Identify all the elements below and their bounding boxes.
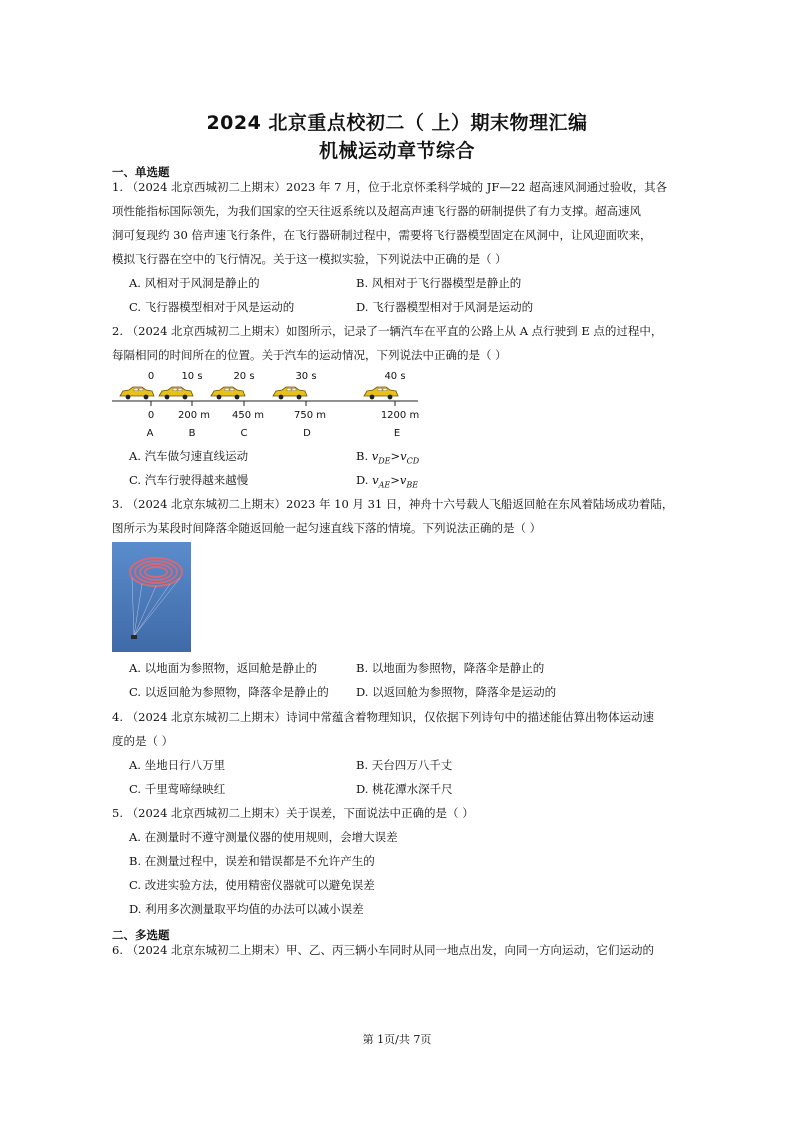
q3-option-c: C. 以返回舱为参照物，降落伞是静止的 xyxy=(129,685,329,699)
distance-label-2: 450 m xyxy=(231,410,265,421)
car-motion-diagram xyxy=(110,368,430,440)
q5-option-c: C. 改进实验方法，使用精密仪器就可以避免误差 xyxy=(129,878,375,892)
car-icon-c xyxy=(211,387,245,399)
q1-line-4: 模拟飞行器在空中的飞行情况。关于这一模拟实验，下列说法中正确的是（ ） xyxy=(112,252,507,266)
q1-option-b: B. 风相对于飞行器模型是静止的 xyxy=(356,276,522,290)
q4-option-b: B. 天台四万八千丈 xyxy=(356,758,453,772)
q2-line-1: 2. （2024 北京西城初二上期末）如图所示，记录了一辆汽车在平直的公路上从 A 点行驶到 E 点的过程中， xyxy=(112,324,663,338)
document-title-line1: 2024 北京重点校初二（ 上）期末物理汇编 xyxy=(206,112,588,134)
car-icon-b xyxy=(159,387,193,399)
distance-label-4: 1200 m xyxy=(380,410,420,421)
time-label-3: 30 s xyxy=(295,371,317,382)
q2-option-a: A. 汽车做匀速直线运动 xyxy=(129,449,249,463)
section-heading-multi-choice: 二、多选题 xyxy=(112,928,170,942)
q4-line-1: 4. （2024 北京东城初二上期末）诗词中常蕴含着物理知识，仅依据下列诗句中的描述能估算出物体运动速 xyxy=(112,710,655,724)
point-label-e: E xyxy=(393,428,401,439)
return-capsule-icon xyxy=(131,635,137,639)
q1-option-a: A. 风相对于风洞是静止的 xyxy=(129,276,260,290)
q6-line-1: 6. （2024 北京东城初二上期末）甲、乙、丙三辆小车同时从同一地点出发，向同一方向运动，它们运动的 xyxy=(112,943,655,957)
q1-line-1: 1. （2024 北京西城初二上期末）2023 年 7 月，位于北京怀柔科学城的 JF—22 超高速风洞通过验收，其各 xyxy=(112,180,668,194)
q4-option-a: A. 坐地日行八万里 xyxy=(129,758,226,772)
distance-label-1: 200 m xyxy=(177,410,211,421)
q2-option-d: D. $v_{AE}>v_{BE}$ xyxy=(356,473,419,490)
time-label-4: 40 s xyxy=(384,371,406,382)
car-icon-d xyxy=(273,387,307,399)
point-label-d: D xyxy=(303,428,311,439)
q3-option-a: A. 以地面为参照物，返回舱是静止的 xyxy=(129,661,318,675)
q3-option-b: B. 以地面为参照物，降落伞是静止的 xyxy=(356,661,545,675)
point-label-a: A xyxy=(146,428,154,439)
time-label-1: 10 s xyxy=(181,371,203,382)
q3-line-1: 3. （2024 北京东城初二上期末）2023 年 10 月 31 日，神舟十六号载人飞船返回舱在东风着陆场成功着陆， xyxy=(112,497,674,511)
q1-line-2: 项性能指标国际领先，为我们国家的空天往返系统以及超高声速飞行器的研制提供了有力支撑。超高速风 xyxy=(112,204,641,218)
q1-option-c: C. 飞行器模型相对于风是运动的 xyxy=(129,300,295,314)
q1-line-3: 洞可复现约 30 倍声速飞行条件，在飞行器研制过程中，需要将飞行器模型固定在风洞中，让风迎面吹来， xyxy=(112,228,652,242)
q4-option-d: D. 桃花潭水深千尺 xyxy=(356,782,453,796)
q4-option-c: C. 千里莺啼绿映红 xyxy=(129,782,226,796)
q4-line-2: 度的是（ ） xyxy=(112,734,174,748)
distance-label-3: 750 m xyxy=(293,410,327,421)
car-icon-e xyxy=(364,387,398,399)
q2-option-b: B. $v_{DE}>v_{CD}$ xyxy=(356,449,420,466)
document-title-line2: 机械运动章节综合 xyxy=(318,140,475,162)
point-label-b: B xyxy=(188,428,196,439)
q2-option-c: C. 汽车行驶得越来越慢 xyxy=(129,473,249,487)
q3-line-2: 图所示为某段时间降落伞随返回舱一起匀速直线下落的情境。下列说法正确的是（ ） xyxy=(112,521,542,535)
time-label-0: 0 xyxy=(147,371,155,382)
q5-option-b: B. 在测量过程中，误差和错误都是不允许产生的 xyxy=(129,854,375,868)
parachute-photo xyxy=(112,542,191,652)
q2-line-2: 每隔相同的时间所在的位置。关于汽车的运动情况，下列说法中正确的是（ ） xyxy=(112,348,507,362)
q5-option-a: A. 在测量时不遵守测量仪器的使用规则，会增大误差 xyxy=(129,830,398,844)
q5-line-1: 5. （2024 北京西城初二上期末）关于误差，下面说法中正确的是（ ） xyxy=(112,806,474,820)
q3-option-d: D. 以返回舱为参照物，降落伞是运动的 xyxy=(356,685,557,699)
point-label-c: C xyxy=(240,428,248,439)
section-heading-single-choice: 一、单选题 xyxy=(112,165,170,179)
distance-label-0: 0 xyxy=(147,410,155,421)
time-label-2: 20 s xyxy=(233,371,255,382)
q1-option-d: D. 飞行器模型相对于风洞是运动的 xyxy=(356,300,534,314)
car-icon-a xyxy=(120,387,154,399)
q5-option-d: D. 利用多次测量取平均值的办法可以减小误差 xyxy=(129,902,364,916)
page-footer: 第 1页/共 7页 xyxy=(362,1033,432,1046)
